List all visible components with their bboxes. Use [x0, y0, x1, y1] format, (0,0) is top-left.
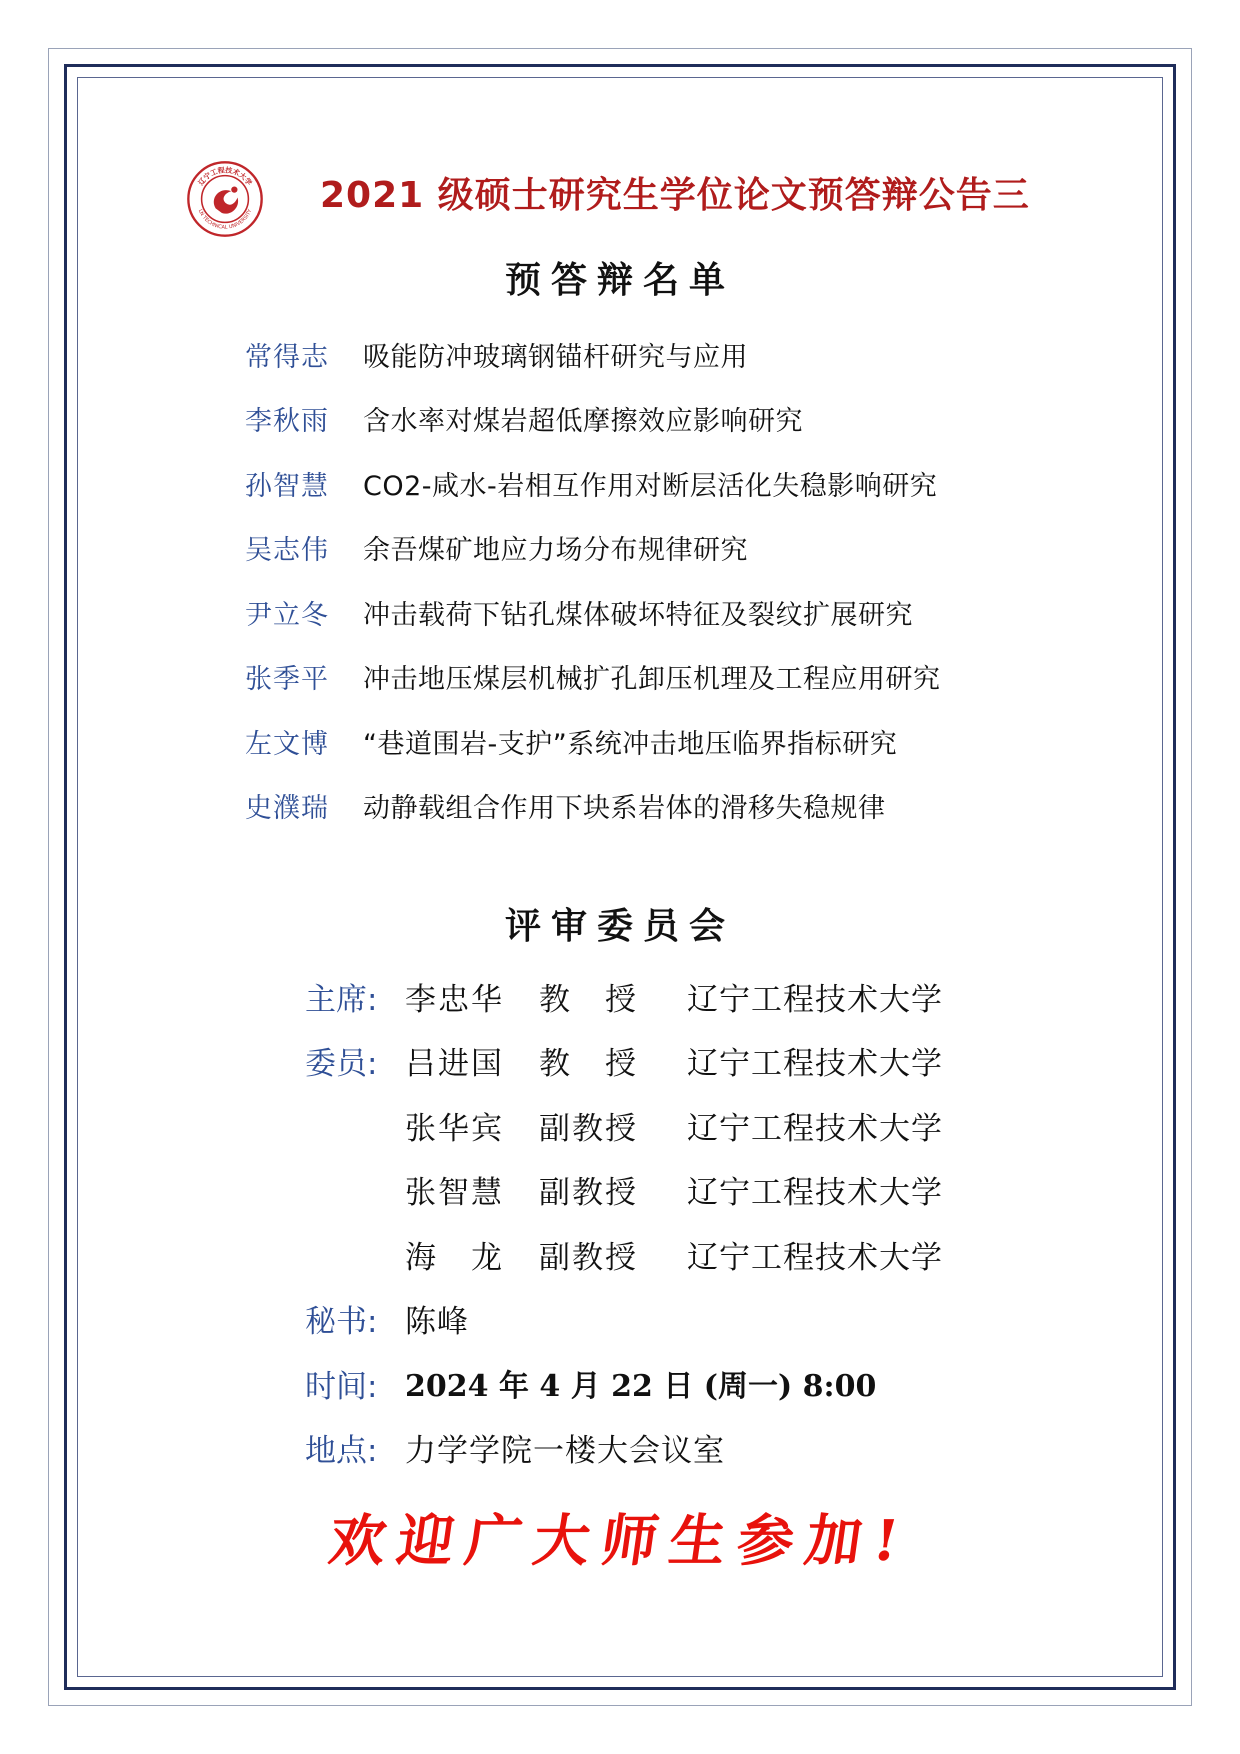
candidate-name: 史濮瑞	[245, 793, 329, 825]
list-item	[245, 709, 1105, 774]
member-rank: 副教授	[539, 1175, 638, 1212]
thesis-topic: “巷道围岩-支护”系统冲击地压临界指标研究	[363, 728, 898, 760]
welcome-banner: 欢迎广大师生参加!	[325, 1508, 915, 1574]
member-affiliation: 辽宁工程技术大学	[687, 1110, 943, 1147]
secretary-row	[305, 1287, 1105, 1352]
time-row	[305, 1351, 1105, 1416]
thesis-topic: 冲击地压煤层机械扩孔卸压机理及工程应用研究	[363, 664, 941, 696]
place-label: 地点:	[305, 1433, 378, 1470]
committee-heading: 评审委员会	[504, 905, 735, 947]
member-name: 海 龙	[405, 1239, 504, 1276]
member-rank: 副教授	[539, 1239, 638, 1276]
candidate-name: 孙智慧	[245, 470, 329, 502]
member-name: 吕进国	[405, 1046, 504, 1083]
page-title: 2021 级硕士研究生学位论文预答辩公告三	[320, 175, 1030, 216]
thesis-topic: 冲击载荷下钻孔煤体破坏特征及裂纹扩展研究	[363, 599, 913, 631]
candidate-name: 张季平	[245, 664, 329, 696]
committee-member-row	[305, 1158, 1105, 1223]
secretary-name: 陈峰	[405, 1304, 469, 1341]
member-rank: 教 授	[539, 1046, 638, 1083]
secretary-label: 秘书:	[305, 1304, 378, 1341]
candidate-list	[245, 322, 1105, 838]
thesis-topic: 吸能防冲玻璃钢锚杆研究与应用	[363, 341, 748, 373]
defense-place: 力学学院一楼大会议室	[405, 1433, 725, 1470]
thesis-topic: CO2-咸水-岩相互作用对断层活化失稳影响研究	[363, 470, 938, 502]
candidate-name: 常得志	[245, 341, 329, 373]
member-name: 张智慧	[405, 1175, 504, 1212]
seal-arc-text-top: 辽宁工程技术大学	[196, 165, 254, 188]
list-item	[245, 774, 1105, 839]
candidate-name: 尹立冬	[245, 599, 329, 631]
committee-member-row	[305, 1029, 1105, 1094]
member-name: 李忠华	[405, 981, 504, 1018]
thesis-topic: 动静载组合作用下块系岩体的滑移失稳规律	[363, 793, 886, 825]
candidate-name: 吴志伟	[245, 535, 329, 567]
seal-arc-text-bottom: LN TECHNICAL UNIVERSITY	[196, 208, 254, 231]
committee-list	[305, 964, 1105, 1480]
time-label: 时间:	[305, 1368, 378, 1405]
thesis-topic: 余吾煤矿地应力场分布规律研究	[363, 535, 748, 567]
candidate-name: 李秋雨	[245, 406, 329, 438]
member-affiliation: 辽宁工程技术大学	[687, 981, 943, 1018]
chair-label: 主席:	[305, 981, 378, 1018]
committee-chair-row	[305, 964, 1105, 1029]
university-seal-icon	[186, 160, 264, 238]
list-item	[245, 451, 1105, 516]
member-affiliation: 辽宁工程技术大学	[687, 1239, 943, 1276]
committee-member-row	[305, 1222, 1105, 1287]
member-affiliation: 辽宁工程技术大学	[687, 1046, 943, 1083]
place-row	[305, 1416, 1105, 1481]
list-item	[245, 645, 1105, 710]
member-affiliation: 辽宁工程技术大学	[687, 1175, 943, 1212]
member-rank: 副教授	[539, 1110, 638, 1147]
member-name: 张华宾	[405, 1110, 504, 1147]
defense-time: 2024 年 4 月 22 日 (周一) 8:00	[405, 1369, 877, 1405]
member-rank: 教 授	[539, 981, 638, 1018]
thesis-topic: 含水率对煤岩超低摩擦效应影响研究	[363, 406, 803, 438]
candidate-name: 左文博	[245, 728, 329, 760]
list-item	[245, 580, 1105, 645]
members-label: 委员:	[305, 1046, 378, 1083]
candidates-heading: 预答辩名单	[504, 259, 735, 301]
committee-member-row	[305, 1093, 1105, 1158]
list-item	[245, 322, 1105, 387]
list-item	[245, 516, 1105, 581]
list-item	[245, 387, 1105, 452]
